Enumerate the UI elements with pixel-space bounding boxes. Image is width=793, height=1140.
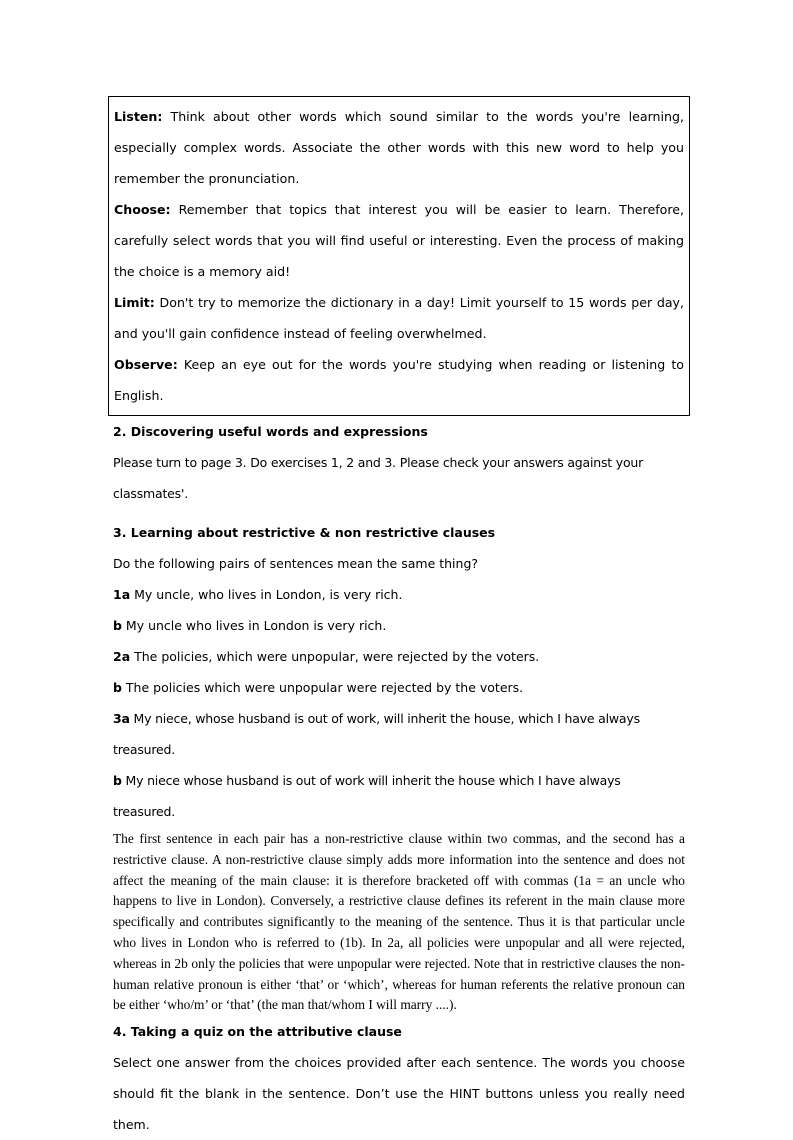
sentence-text: My niece whose husband is out of work will inherit the house which I have always treasured. bbox=[113, 773, 621, 819]
tip-text: Keep an eye out for the words you're studying when reading or listening to English. bbox=[114, 357, 684, 403]
tip-text: Don't try to memorize the dictionary in a day! Limit yourself to 15 words per day, and you'll gain confidence instead of feeling overwhelmed. bbox=[114, 295, 684, 341]
sentence-pair-item bbox=[113, 765, 685, 827]
sentence-text: The policies which were unpopular were rejected by the voters. bbox=[121, 680, 524, 695]
section-3-question: Do the following pairs of sentences mean the same thing? bbox=[113, 556, 479, 571]
sentence-pair-item bbox=[113, 610, 685, 641]
section-2-heading: 2. Discovering useful words and expressions bbox=[113, 424, 428, 439]
vocabulary-tips-box bbox=[108, 96, 690, 416]
section-4-text: Select one answer from the choices provided after each sentence. The words you choose should fit the blank in the sentence. Don’t use the HINT buttons unless you really need them. bbox=[113, 1055, 685, 1133]
tip-label: Limit: bbox=[114, 295, 155, 310]
sentence-label: b bbox=[113, 680, 122, 695]
sentence-text: My uncle, who lives in London, is very rich. bbox=[130, 587, 403, 602]
sentence-pair-item bbox=[113, 703, 685, 765]
section-2-text: Please turn to page 3. Do exercises 1, 2 and 3. Please check your answers against your classmates'. bbox=[113, 455, 644, 501]
sentence-text: The policies, which were unpopular, were rejected by the voters. bbox=[130, 649, 540, 664]
sentence-label: 3a bbox=[113, 711, 130, 726]
sentence-text: My uncle who lives in London is very rich. bbox=[121, 618, 387, 633]
section-3-heading: 3. Learning about restrictive & non restrictive clauses bbox=[113, 525, 496, 540]
tip-observe bbox=[114, 349, 684, 411]
clause-explanation: The first sentence in each pair has a non-restrictive clause within two commas, and the second has a restrictive clause. A non-restrictive clause simply adds more information into the sentence and does not affect the meaning of the main clause: it is therefore bracketed off with commas (1a = an uncle who happens to live in London). Conversely, a restrictive clause defines its referent in the main clause more specifically and contributes significantly to the meaning of the sentence. Thus it is that particular uncle who lives in London who is referred to (1b). In 2a, all policies were unpopular and all were rejected, whereas in 2b only the policies that were unpopular were rejected. Note that in restrictive clauses the non-human relative pronoun is either ‘that’ or ‘which’, whereas for human referents the relative pronoun can be either ‘who/m’ or ‘that’ (the man that/whom I will marry ....). bbox=[113, 831, 685, 1013]
tip-text: Think about other words which sound similar to the words you're learning, especially complex words. Associate the other words with this new word to help you remember the pronunciation. bbox=[114, 109, 684, 186]
tip-choose bbox=[114, 194, 684, 287]
tip-label: Listen: bbox=[114, 109, 163, 124]
tip-label: Observe: bbox=[114, 357, 178, 372]
tip-text: Remember that topics that interest you will be easier to learn. Therefore, carefully select words that you will find useful or interesting. Even the process of making the choice is a memory aid! bbox=[114, 202, 684, 279]
sentence-label: b bbox=[113, 618, 122, 633]
tip-limit bbox=[114, 287, 684, 349]
sentence-pair-item bbox=[113, 579, 685, 610]
tip-label: Choose: bbox=[114, 202, 171, 217]
sentence-text: My niece, whose husband is out of work, will inherit the house, which I have always treasured. bbox=[113, 711, 640, 757]
document-page bbox=[113, 96, 685, 1140]
sentence-label: 1a bbox=[113, 587, 131, 602]
sentence-pair-item bbox=[113, 641, 685, 672]
sentence-label: b bbox=[113, 773, 122, 788]
sentence-pair-item bbox=[113, 672, 685, 703]
tip-listen bbox=[114, 101, 684, 194]
section-4-heading: 4. Taking a quiz on the attributive clause bbox=[113, 1024, 402, 1040]
sentence-label: 2a bbox=[113, 649, 131, 664]
